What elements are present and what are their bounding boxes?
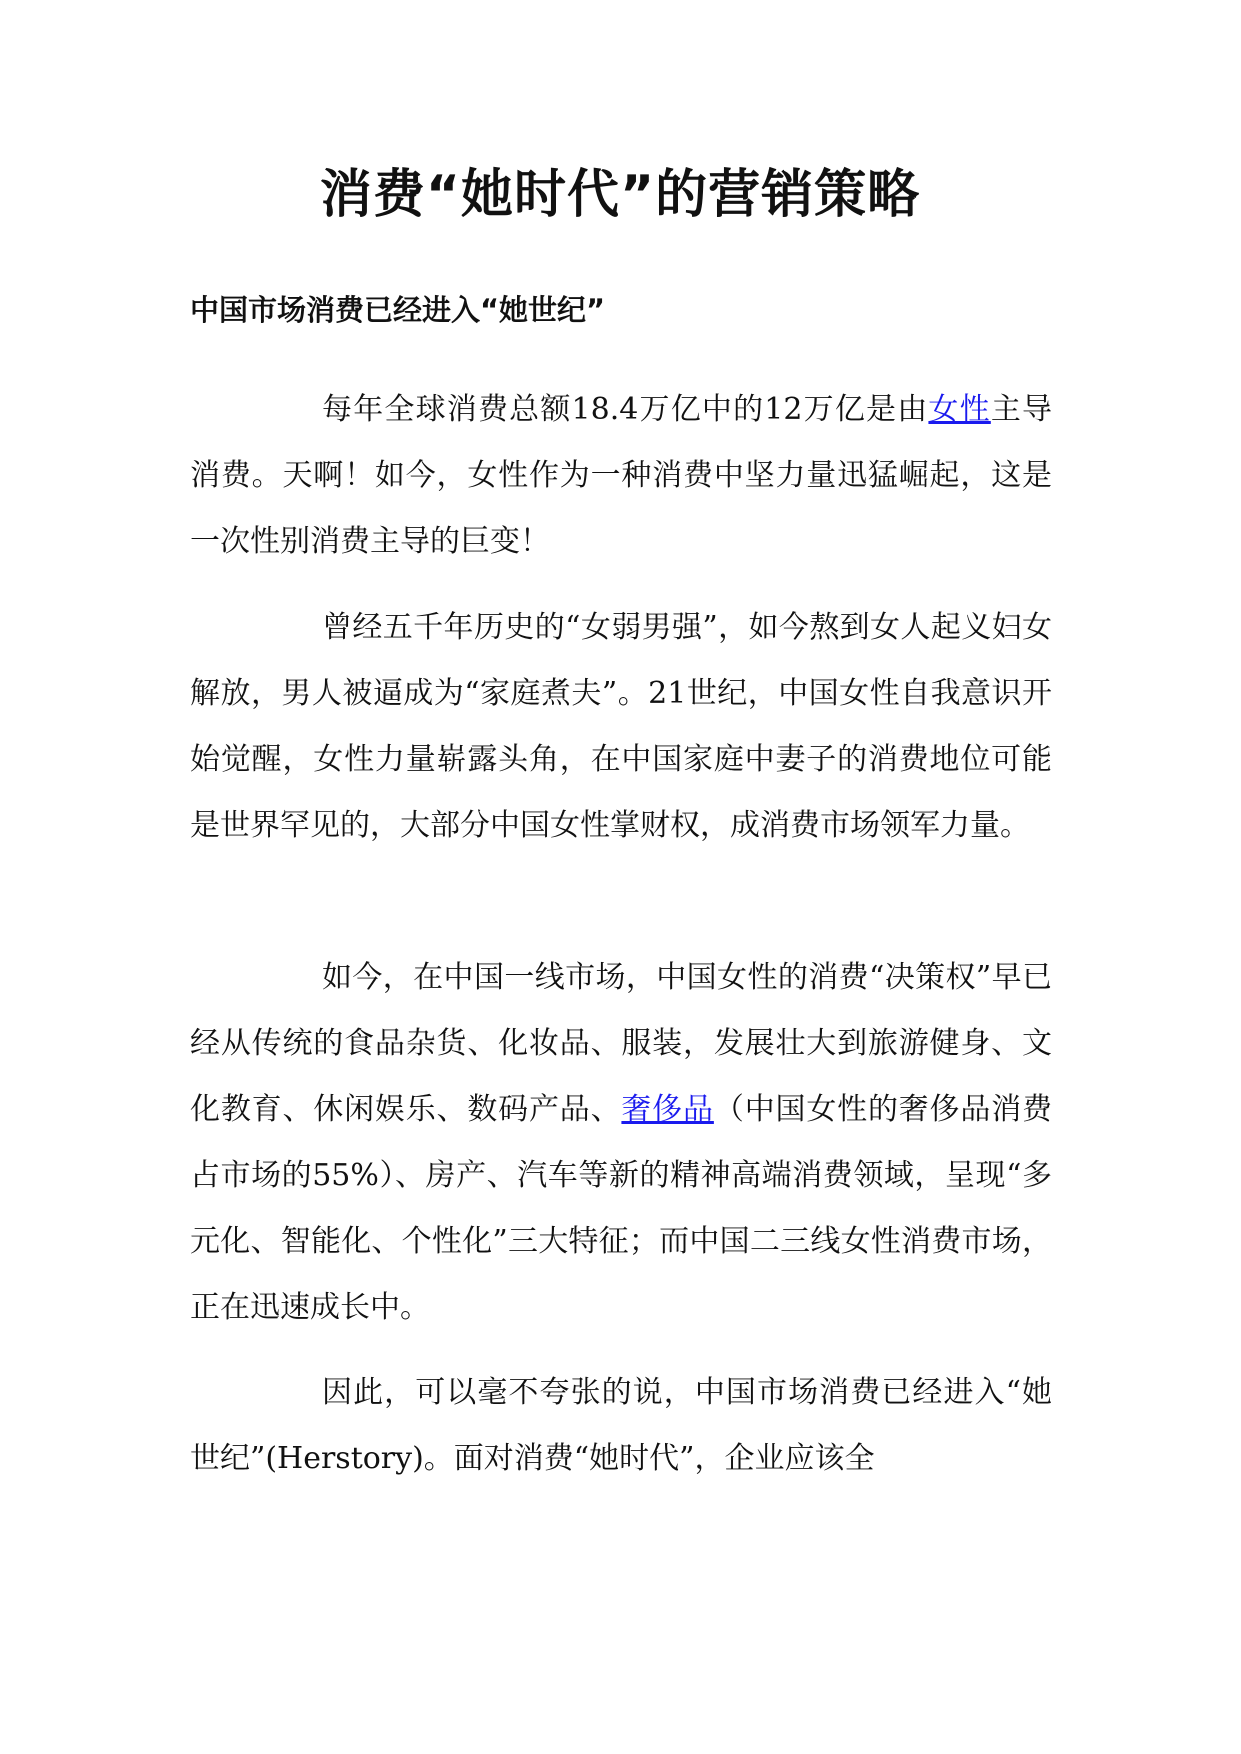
section-heading: 中国市场消费已经进入“她世纪” xyxy=(190,293,606,327)
paragraph-3-text-after: （中国女性的奢侈品消费占市场的55%）、房产、汽车等新的精神高端消费领域，呈现“多元化、智能化、个性化”三大特征；而中国二三线女性消费市场，正在迅速成长中。 xyxy=(190,1092,1053,1325)
paragraph-3-text-before: 如今，在中国一线市场，中国女性的消费“决策权”早已经从传统的食品杂货、化妆品、服装，发展壮大到旅游健身、文化教育、休闲娱乐、数码产品、 xyxy=(190,960,1052,1127)
paragraph-2: 曾经五千年历史的“女弱男强”，如今熬到女人起义妇女解放，男人被逼成为“家庭煮夫”。21世纪，中国女性自我意识开始觉醒，女性力量崭露头角，在中国家庭中妻子的消费地位可能是世界罕见的，大部分中国女性掌财权，成消费市场领军力量。 xyxy=(190,610,1052,843)
paragraph-1 xyxy=(190,377,1052,575)
paragraph-4: 因此，可以毫不夸张的说，中国市场消费已经进入“她世纪”(Herstory)。面对消费“她时代”，企业应该全 xyxy=(190,1375,1052,1476)
link-women[interactable]: 女性 xyxy=(928,392,991,427)
paragraph-1-text-before: 每年全球消费总额18.4万亿中的12万亿是由 xyxy=(322,392,929,427)
paragraph-1-text-after: 主导消费。天啊！如今，女性作为一种消费中坚力量迅猛崛起，这是一次性别消费主导的巨变！ xyxy=(190,392,1053,559)
link-luxury-goods[interactable]: 奢侈品 xyxy=(621,1092,714,1127)
paragraph-3 xyxy=(190,945,1052,1341)
page-title: 消费“她时代”的营销策略 xyxy=(319,165,921,225)
